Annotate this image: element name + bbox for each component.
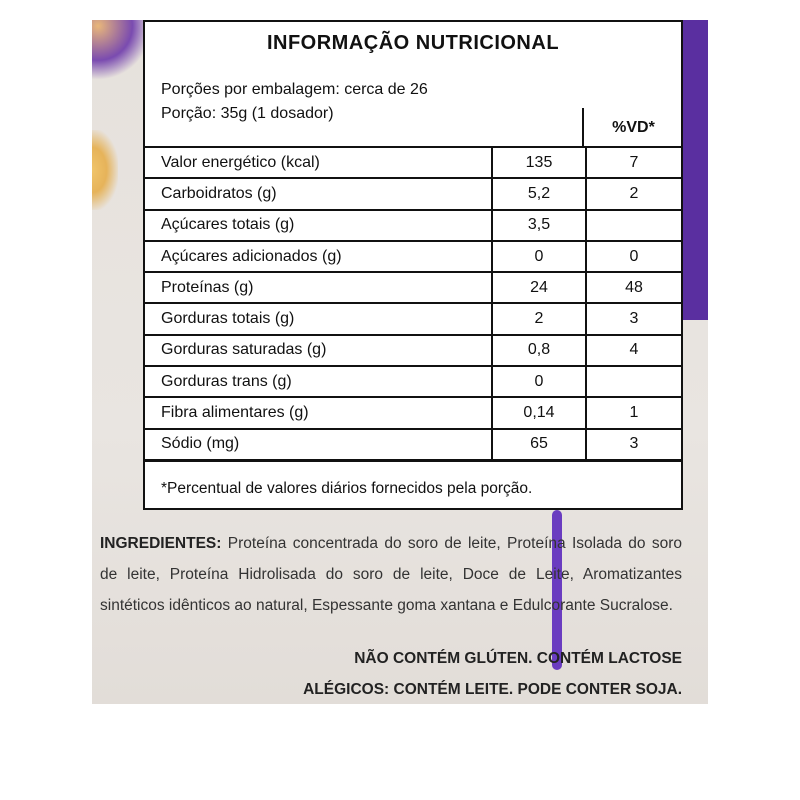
vd-footnote: *Percentual de valores diários fornecidos pela porção.	[161, 480, 533, 497]
table-row	[145, 303, 681, 334]
table-row	[145, 397, 681, 428]
ingredients-heading: INGREDIENTES:	[100, 535, 222, 552]
nutrient-name: Sódio (mg)	[145, 429, 492, 461]
table-row	[145, 210, 681, 241]
nutrition-table	[145, 146, 681, 462]
allergen-warning: ALÉGICOS: CONTÉM LEITE. PODE CONTER SOJA.	[303, 681, 682, 698]
table-row	[145, 178, 681, 209]
nutrition-facts-panel	[143, 20, 683, 510]
nutrient-value: 2	[492, 303, 586, 334]
nutrient-name: Açúcares adicionados (g)	[145, 241, 492, 272]
nutrient-value: 5,2	[492, 178, 586, 209]
table-row	[145, 335, 681, 366]
ingredients-text	[100, 528, 682, 621]
nutrient-value: 135	[492, 147, 586, 178]
nutrient-name: Proteínas (g)	[145, 272, 492, 303]
vd-column-header: %VD*	[582, 108, 683, 148]
portion-info	[161, 78, 428, 126]
ingredients-list: Proteína concentrada do soro de leite, Proteína Isolada do soro de leite, Proteína Hidrolisada do soro de leite, Doce de Leite, Aromatizantes sintéticos idênticos ao natural, Espessante goma xantana e Edulcorante Sucralose.	[100, 535, 682, 614]
nutrient-vd: 2	[586, 178, 681, 209]
nutrient-vd	[586, 366, 681, 397]
nutrient-name: Fibra alimentares (g)	[145, 397, 492, 428]
nutrient-value: 0	[492, 241, 586, 272]
servings-per-package: Porções por embalagem: cerca de 26	[161, 81, 428, 98]
nutrient-value: 65	[492, 429, 586, 461]
table-row	[145, 147, 681, 178]
nutrient-vd: 3	[586, 429, 681, 461]
table-row	[145, 429, 681, 461]
gluten-lactose-warning: NÃO CONTÉM GLÚTEN. CONTÉM LACTOSE	[354, 650, 682, 667]
nutrient-value: 3,5	[492, 210, 586, 241]
nutrient-name: Gorduras saturadas (g)	[145, 335, 492, 366]
nutrient-name: Gorduras totais (g)	[145, 303, 492, 334]
nutrient-vd: 1	[586, 397, 681, 428]
nutrition-title: INFORMAÇÃO NUTRICIONAL	[266, 32, 560, 54]
table-row	[145, 241, 681, 272]
nutrient-name: Açúcares totais (g)	[145, 210, 492, 241]
table-row	[145, 272, 681, 303]
purple-side-band	[682, 20, 708, 320]
nutrient-vd: 7	[586, 147, 681, 178]
nutrient-name: Carboidratos (g)	[145, 178, 492, 209]
nutrient-vd: 3	[586, 303, 681, 334]
nutrient-value: 24	[492, 272, 586, 303]
table-row	[145, 366, 681, 397]
nutrient-value: 0,14	[492, 397, 586, 428]
nutrient-vd: 0	[586, 241, 681, 272]
nutrient-name: Valor energético (kcal)	[145, 147, 492, 178]
serving-size: Porção: 35g (1 dosador)	[161, 105, 334, 122]
caramel-decoration	[92, 130, 118, 210]
nutrient-value: 0	[492, 366, 586, 397]
nutrient-vd: 48	[586, 272, 681, 303]
nutrient-name: Gorduras trans (g)	[145, 366, 492, 397]
nutrient-vd: 4	[586, 335, 681, 366]
nutrient-vd	[586, 210, 681, 241]
nutrient-value: 0,8	[492, 335, 586, 366]
